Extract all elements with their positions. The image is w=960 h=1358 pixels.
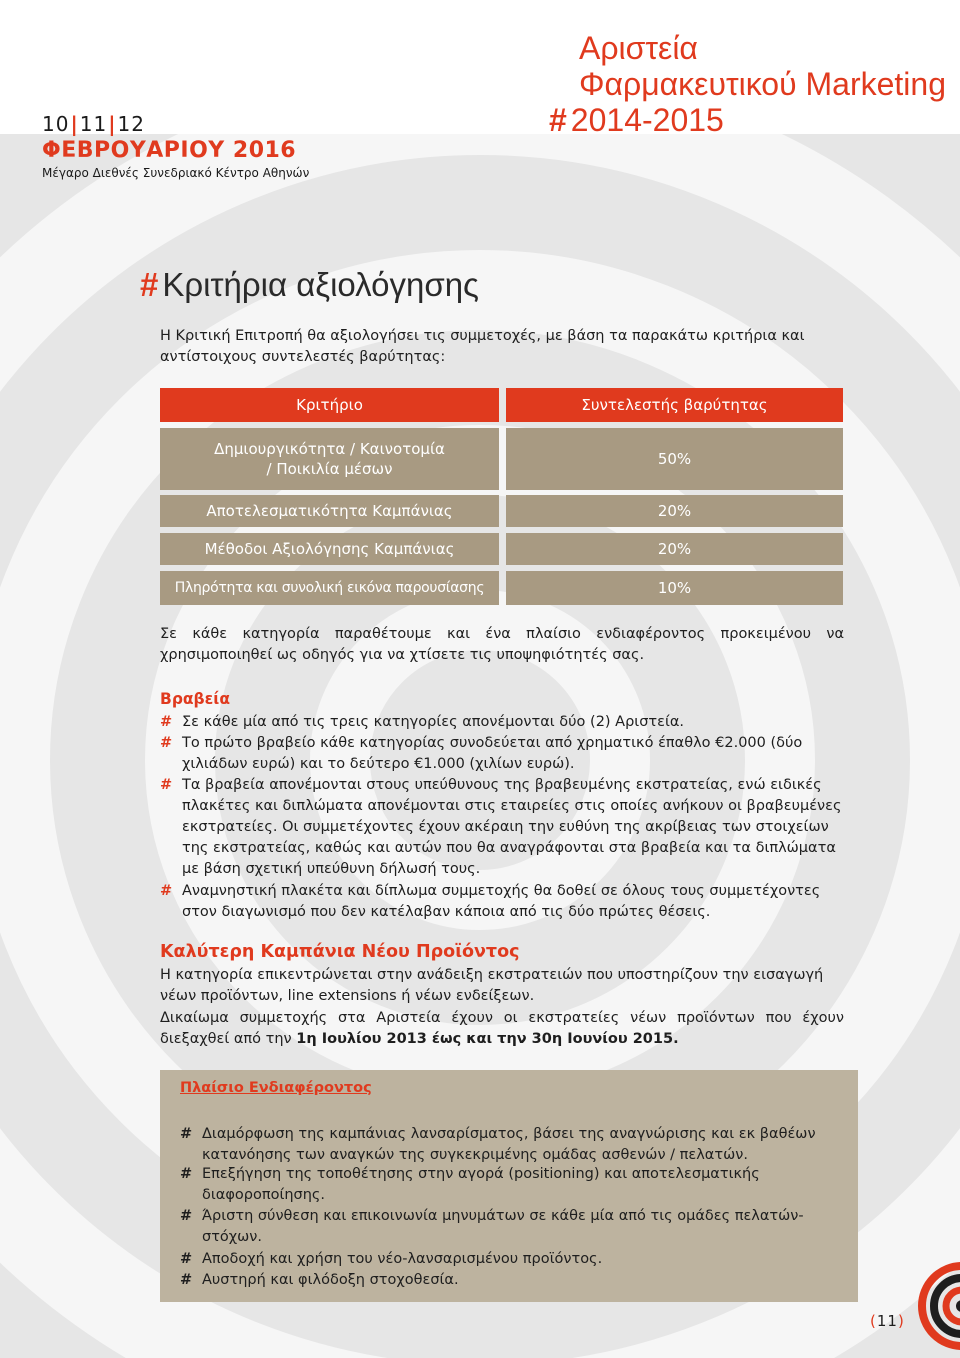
event-venue: Μέγαρο Διεθνές Συνεδριακό Κέντρο Αθηνών	[42, 166, 310, 180]
title-line-2: Φαρμακευτικού Marketing	[579, 66, 946, 102]
interest-item-4	[180, 1249, 822, 1270]
section-title	[140, 266, 479, 304]
interest-item-3	[180, 1206, 822, 1248]
table-header-weight: Συντελεστής βαρύτητας	[506, 388, 843, 422]
eligibility-dates: 1η Ιουλίου 2013 έως και την 30η Ιουνίου 2015.	[296, 1031, 679, 1047]
date-separator: |	[70, 112, 79, 136]
interest-item-1	[180, 1124, 822, 1166]
interest-box-title: Πλαίσιο Ενδιαφέροντος	[180, 1080, 372, 1096]
hash-icon: #	[180, 1208, 193, 1224]
table-row-2-weight: 20%	[506, 495, 843, 527]
table-row-2-criterion: Αποτελεσματικότητα Καμπάνιας	[160, 495, 499, 527]
page-number	[870, 1312, 905, 1330]
category-heading: Καλύτερη Καμπάνια Νέου Προϊόντος	[160, 942, 520, 962]
hash-icon: #	[180, 1166, 193, 1182]
table-row-4-criterion: Πληρότητα και συνολική εικόνα παρουσίασης	[160, 571, 499, 605]
interest-item-text: Διαμόρφωση της καμπάνιας λανσαρίσματος, βάσει της αναγνώρισης και εκ βαθέων κατανόησης των αναγκών της συγκεκριμένης ομάδας ασθενών / πελατών.	[202, 1126, 816, 1163]
category-eligibility	[160, 1008, 844, 1050]
eligibility-text: Δικαίωμα συμμετοχής στα Αριστεία έχουν οι εκστρατείες νέων προϊόντων που έχουν διεξαχθεί από την	[160, 1010, 844, 1047]
interest-item-text: Επεξήγηση της τοποθέτησης στην αγορά (positioning) και αποτελεσματικής διαφοροποίησης.	[202, 1166, 760, 1203]
hash-icon: #	[180, 1126, 193, 1142]
paren-open: (	[870, 1312, 877, 1330]
hash-icon: #	[160, 883, 173, 899]
awards-item-text: Το πρώτο βραβείο κάθε κατηγορίας συνοδεύεται από χρηματικό έπαθλο €2.000 (δύο χιλιάδων ευρώ) και το δεύτερο €1.000 (χιλίων ευρώ).	[182, 735, 803, 772]
event-title	[549, 30, 946, 138]
awards-item-4	[160, 881, 844, 923]
target-logo-icon	[918, 1262, 960, 1358]
interest-item-text: Αποδοχή και χρήση του νέο-λανσαρισμένου προϊόντος.	[202, 1251, 603, 1267]
awards-heading: Βραβεία	[160, 690, 230, 708]
title-line-1: Αριστεία	[579, 30, 698, 66]
awards-item-text: Τα βραβεία απονέμονται στους υπεύθυνους της βραβευμένης εκστρατείας, ενώ ειδικές πλακέτες και διπλώματα απονέμονται στις εταιρείες στις οποίες ανήκουν οι βραβευμένες εκστρατείες. Οι συμμετέχοντες έχουν ακέραιη την ευθύνη της ακρίβειας των στοιχείων της εκστρατείας, καθώς και αυτών που θα αναγράφονται στα βραβεία και τα διπλώματα με βάση σχετική υπεύθυνη δήλωσή τους.	[182, 777, 842, 877]
section-title-text: Κριτήρια αξιολόγησης	[162, 266, 479, 303]
hash-icon: #	[140, 266, 159, 303]
interest-item-5	[180, 1270, 822, 1291]
hash-icon: #	[160, 777, 173, 793]
awards-item-1	[160, 712, 844, 733]
awards-item-3	[160, 775, 844, 880]
date-day-3: 12	[117, 112, 145, 136]
paren-close: )	[897, 1312, 905, 1330]
table-row-4-weight: 10%	[506, 571, 843, 605]
table-row-1-weight: 50%	[506, 428, 843, 490]
hash-icon: #	[549, 102, 567, 138]
table-row-3-weight: 20%	[506, 533, 843, 565]
awards-item-2	[160, 733, 844, 775]
title-years: 2014-2015	[570, 102, 724, 138]
date-day-2: 11	[79, 112, 108, 136]
hash-icon: #	[180, 1272, 193, 1288]
interest-item-text: Αυστηρή και φιλόδοξη στοχοθεσία.	[202, 1272, 459, 1288]
event-month: ΦΕΒΡΟΥΑΡΙΟΥ 2016	[42, 138, 297, 163]
interest-item-2	[180, 1164, 822, 1206]
guide-paragraph: Σε κάθε κατηγορία παραθέτουμε και ένα πλαίσιο ενδιαφέροντος προκειμένου να χρησιμοποιηθεί ως οδηγός για να χτίσετε τις υποψηφιότητές σας.	[160, 626, 844, 663]
event-dates	[42, 112, 145, 136]
table-row-1-criterion: Δημιουργικότητα / Καινοτομία / Ποικιλία μέσων	[160, 428, 499, 490]
hash-icon: #	[160, 714, 173, 730]
page-number-value: 11	[876, 1312, 898, 1330]
title-line-3	[549, 102, 946, 138]
awards-item-text: Σε κάθε μία από τις τρεις κατηγορίες απονέμονται δύο (2) Αριστεία.	[182, 714, 685, 730]
category-description: Η κατηγορία επικεντρώνεται στην ανάδειξη εκστρατειών που υποστηρίζουν την εισαγωγή νέων προϊόντων, line extensions ή νέων ενδείξεων.	[160, 967, 824, 1004]
hash-icon: #	[180, 1251, 193, 1267]
intro-paragraph: Η Κριτική Επιτροπή θα αξιολογήσει τις συμμετοχές, με βάση τα παρακάτω κριτήρια και αντίστοιχους συντελεστές βαρύτητας:	[160, 328, 805, 365]
awards-item-text: Αναμνηστική πλακέτα και δίπλωμα συμμετοχής θα δοθεί σε όλους τους συμμετέχοντες στον διαγωνισμό που δεν κατέλαβαν κάποια από τις δύο πρώτες θέσεις.	[182, 883, 821, 920]
table-row-3-criterion: Μέθοδοι Αξιολόγησης Καμπάνιας	[160, 533, 499, 565]
date-day-1: 10	[42, 112, 70, 136]
table-header-criterion: Κριτήριο	[160, 388, 499, 422]
date-separator: |	[108, 112, 117, 136]
hash-icon: #	[160, 735, 173, 751]
interest-item-text: Άριστη σύνθεση και επικοινωνία μηνυμάτων σε κάθε μία από τις ομάδες πελατών-στόχων.	[202, 1208, 804, 1245]
